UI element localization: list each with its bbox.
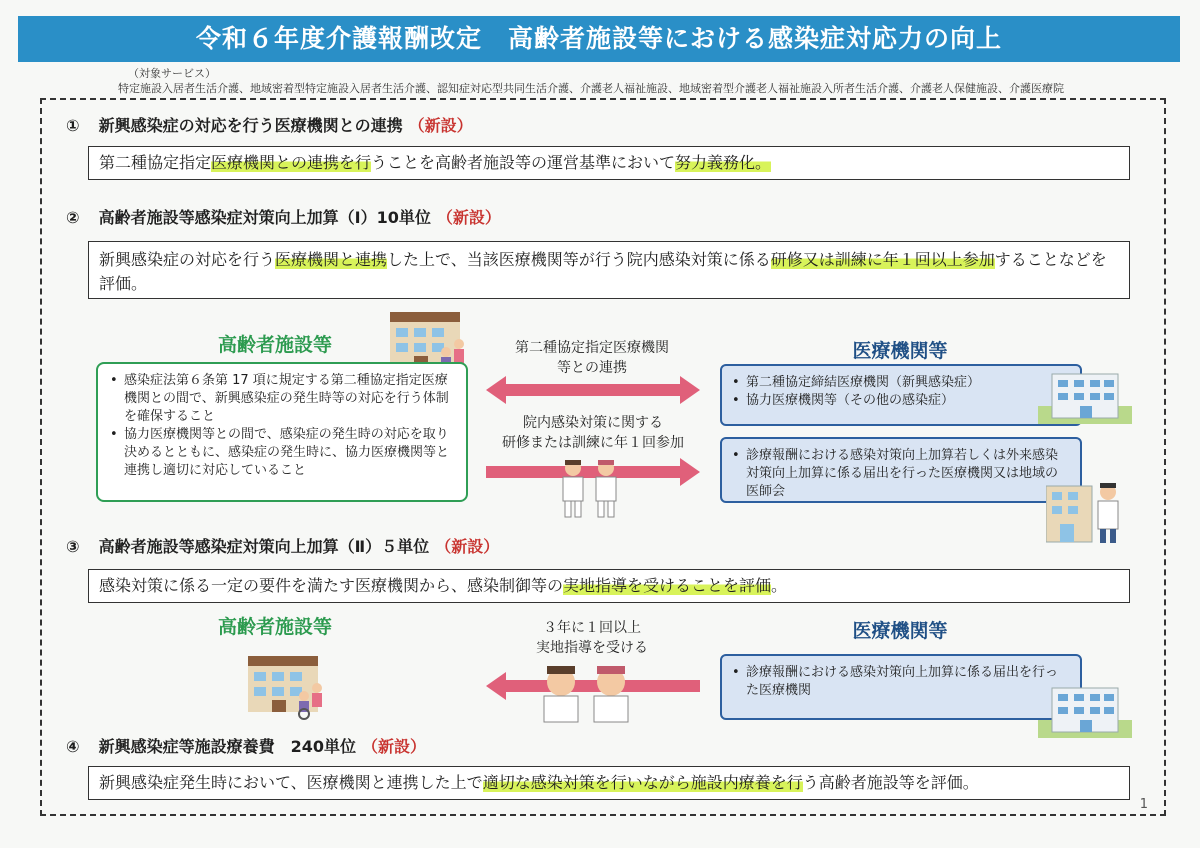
description-text: した上で、当該医療機関等が行う院内感染対策に係る — [387, 250, 771, 269]
target-services-list: 特定施設入居者生活介護、地域密着型特定施設入居者生活介護、認知症対応型共同生活介護、介護老人福祉施設、地域密着型介護老人福祉施設入所者生活介護、介護老人保健施設、介護医療院 — [118, 82, 1064, 95]
facility-heading: 高齢者施設等 — [217, 334, 332, 356]
facility-requirement-1: • 感染症法第６条第 17 項に規定する第二種協定指定医療機関との間で、新興感染症の発生時等の対応を行う体制を確保すること — [110, 373, 449, 424]
description-text: 新興感染症発生時において、医療機関と連携した上で — [99, 773, 483, 792]
section-2-number: ② — [66, 208, 80, 227]
section-4-title: 新興感染症等施設療養費 240単位 — [98, 737, 357, 756]
hospital-icon — [1038, 680, 1132, 738]
description-text: 新興感染症の対応を行う — [99, 250, 276, 269]
section-4-new-tag: （新設） — [362, 737, 427, 756]
medical-institution-1: • 第二種協定締結医療機関（新興感染症） — [732, 375, 981, 390]
arrow1-caption: 第二種協定指定医療機関 等との連携 — [515, 340, 669, 376]
medical-association-item: • 診療報酬における感染対策向上加算若しくは外来感染対策向上加算に係る届出を行った医療機関又は地域の医師会 — [732, 448, 1059, 499]
arrow2-caption: 院内感染対策に関する 研修または訓練に年１回参加 — [502, 415, 684, 451]
hospital-icon — [1038, 366, 1132, 424]
section-3-heading — [66, 534, 499, 557]
highlighted-text: 適切な感染対策を行いながら施設内療養を行 — [482, 773, 803, 792]
section-2-description — [88, 241, 1130, 299]
section-3-title: 高齢者施設等感染症対策向上加算（Ⅱ）５単位 — [98, 537, 430, 556]
description-text: 。 — [771, 576, 788, 595]
section-1-number: ① — [66, 116, 80, 135]
medical-heading: 医療機関等 — [852, 340, 948, 362]
page-title: 令和６年度介護報酬改定 高齢者施設等における感染症対応力の向上 — [18, 16, 1180, 62]
highlighted-text: 医療機関と連携 — [275, 250, 388, 269]
section-1-description — [88, 146, 1130, 180]
section-1-heading — [66, 113, 473, 136]
highlighted-text: 医療機関との連携を行 — [211, 153, 372, 172]
medical-association-box — [720, 437, 1082, 503]
description-text: うことを高齢者施設等の運営基準において — [371, 153, 676, 172]
medical-heading-2: 医療機関等 — [852, 620, 948, 642]
doctor-nurse-icon — [536, 662, 636, 724]
medical-guidance-item: • 診療報酬における感染対策向上加算に係る届出を行った医療機関 — [732, 665, 1059, 698]
section-1-title: 新興感染症の対応を行う医療機関との連携 — [98, 116, 403, 135]
medical-institutions-box — [720, 364, 1082, 426]
section-2-new-tag: （新設） — [436, 208, 501, 227]
description-text: 感染対策に係る一定の要件を満たす医療機関から、感染制御等の — [99, 576, 564, 595]
care-facility-icon — [242, 650, 330, 720]
description-text: 第二種協定指定 — [99, 153, 212, 172]
facility-requirement-2: • 協力医療機関等との間で、感染症の発生時の対応を取り決めるとともに、感染症の発生時に、協力医療機関等と連携し適切に対応していること — [110, 427, 450, 478]
section-3-number: ③ — [66, 537, 80, 556]
section-4-number: ④ — [66, 737, 80, 756]
page-number: 1 — [1139, 797, 1148, 812]
clinic-doctor-icon — [1046, 480, 1126, 546]
medical-institution-2: • 協力医療機関等（その他の感染症） — [732, 393, 955, 408]
medical-guidance-box — [720, 654, 1082, 720]
section-4-description — [88, 766, 1130, 800]
section-2-heading — [66, 205, 501, 228]
description-text: することなどを評価。 — [99, 250, 1107, 293]
highlighted-text: 研修又は訓練に年１回以上参加 — [770, 250, 995, 269]
section-2-title: 高齢者施設等感染症対策向上加算（Ⅰ）10単位 — [98, 208, 431, 227]
section-3-description — [88, 569, 1130, 603]
arrow3-caption: ３年に１回以上 実地指導を受ける — [536, 620, 648, 656]
section-3-new-tag: （新設） — [435, 537, 500, 556]
highlighted-text: 実地指導を受けることを評価 — [563, 576, 772, 595]
section-1-new-tag: （新設） — [408, 116, 473, 135]
description-text: う高齢者施設等を評価。 — [802, 773, 979, 792]
highlighted-text: 努力義務化。 — [675, 153, 772, 172]
facility-heading-2: 高齢者施設等 — [217, 616, 332, 638]
staff-figures-icon — [558, 458, 624, 520]
double-arrow-icon — [486, 376, 700, 404]
section-4-heading — [66, 734, 426, 757]
target-services-label: （対象サービス） — [128, 67, 216, 80]
facility-requirements-box — [96, 362, 468, 502]
